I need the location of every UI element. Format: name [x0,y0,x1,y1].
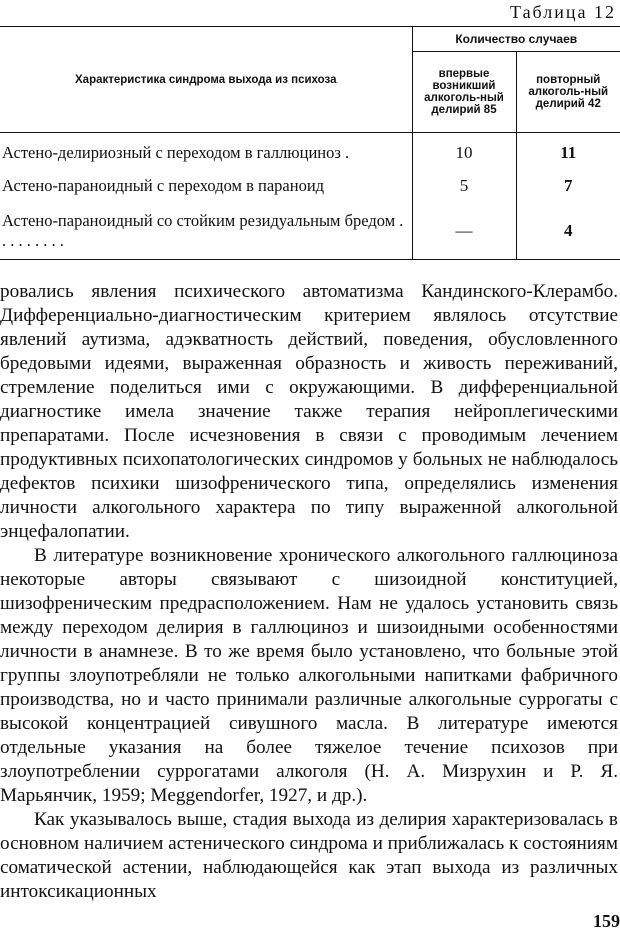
paragraph: ровались явления психического автоматизма Кандинского-Клерамбо. Дифференциально-диагностическим критерием являлось отсутствие явлений аутизма, адэкватность действий, поведения, обусловленного бредовыми идеями, выраженная образность и живость переживаний, стремление поделиться ими с окружающими. В дифференциальной диагностике имела значение также терапия нейроплегическими препаратами. После исчезновения в связи с проводимым лечением продуктивных психопатологических синдромов у больных не наблюдалось дефектов психики шизофренического типа, определялись изменения личности алкогольного характера по типу выраженной алкогольной энцефалопатии. [0,281,618,542]
table-row [0,169,620,203]
table-row [0,133,620,170]
row-value-repeat: 11 [516,133,620,170]
row-value-first: — [412,203,516,260]
row-value-repeat: 4 [516,203,620,260]
data-table [0,26,620,260]
header-count-group: Количество случаев [412,27,620,52]
row-label: Астено-делириозный с переходом в галлюциноз . [2,143,350,162]
table-caption: Таблица 12 [510,2,616,22]
header-repeat-delirium: повторный алкоголь-ный делирий 42 [516,52,620,133]
paragraph: В литературе возникновение хронического алкогольного галлюциноза некоторые авторы связывают с шизоидной конституцией, шизофреническим предрасположением. Нам не удалось установить связь между переходом делирия в галлюциноз и шизоидными особенностями личности в анамнезе. В то же время было установлено, что больные этой группы злоупотребляли не только алкогольными напитками фабричного производства, но и часто принимали различные алкогольные суррогаты с высокой концентрацией сивушного масла. В литературе имеются отдельные указания на более тяжелое течение психозов при злоупотреблении суррогатами алкоголя (Н. А. Мизрухин и Р. Я. Марьянчик, 1959; Meggendorfer, 1927, и др.). [0,545,618,806]
table-row [0,203,620,260]
paragraph: Как указывалось выше, стадия выхода из делирия характеризовалась в основном наличием астенического синдрома и приближалась к состояниям соматической астении, наблюдающейся как этап выхода из различных интоксикационных [0,809,618,902]
page-number: 159 [593,911,620,931]
row-value-first: 10 [412,133,516,170]
header-first-delirium: впервые возникший алкоголь-ный делирий 85 [412,52,516,133]
row-value-first: 5 [412,169,516,203]
row-label: Астено-параноидный со стойким резидуальным бредом . . . . . . . . . [0,203,412,260]
row-value-repeat: 7 [516,169,620,203]
header-characteristic: Характеристика синдрома выхода из психоза [0,27,412,133]
row-label: Астено-параноидный с переходом в параноид [2,176,325,195]
body-text [0,280,618,904]
